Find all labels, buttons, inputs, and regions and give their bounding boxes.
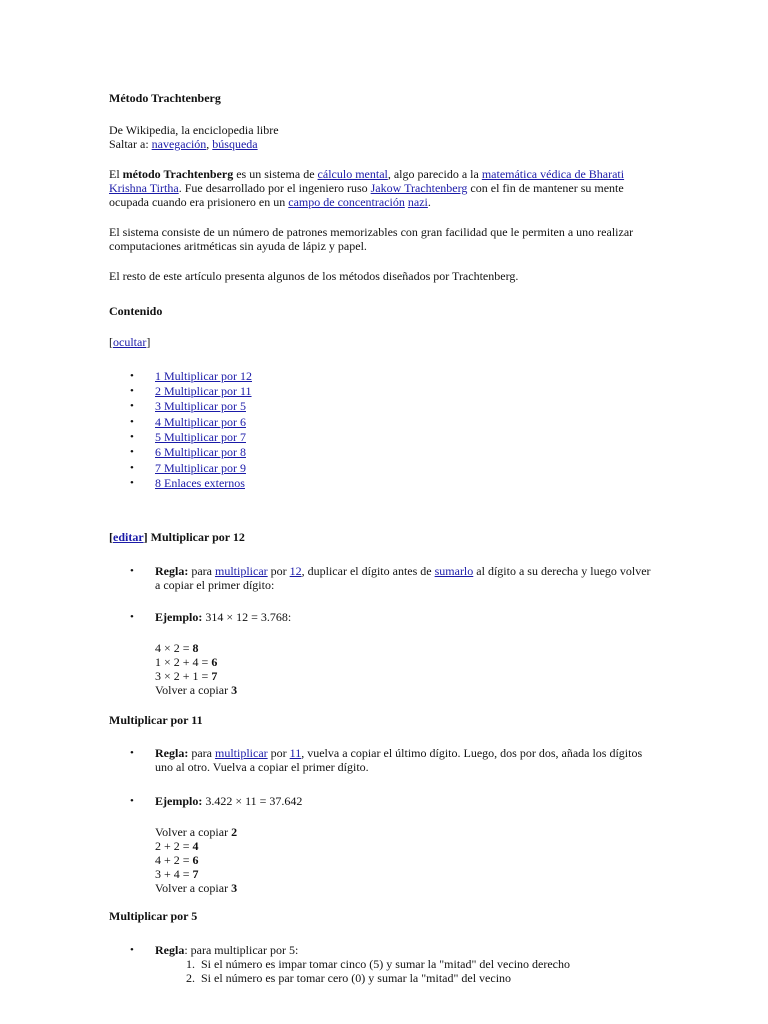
link-multiplicar[interactable]: multiplicar	[214, 746, 268, 760]
link-multiplicar[interactable]: multiplicar	[214, 564, 268, 578]
step-result: 2	[231, 825, 238, 839]
intro-paragraph-1	[109, 167, 654, 209]
rule-text-part: , vuelva a copiar el último dígito. Luego, dos por dos, añada los dígitos uno al otro. Vuelva a copiar el primer dígito.	[155, 746, 643, 774]
step-line	[155, 669, 237, 683]
item-number: 2.	[186, 971, 195, 985]
intro-text: con el fin de mantener su mente ocupada cuando era prisionero en un	[109, 181, 624, 209]
section-heading-11: Multiplicar por 11	[109, 713, 203, 727]
bullet: •	[130, 462, 134, 474]
link-matematica-vedica[interactable]: matemática védica de Bharati Krishna Tirtha	[109, 167, 625, 195]
intro-bold-term: método Trachtenberg	[122, 167, 234, 181]
jump-prefix: Saltar a:	[109, 137, 152, 151]
intro-paragraph-2: El sistema consiste de un número de patrones memorizables con gran facilidad que le permiten a uno realizar computaciones aritméticas sin ayuda de lápiz y papel.	[109, 225, 634, 253]
step-line	[155, 683, 237, 697]
step-line	[155, 825, 237, 839]
step-result: 4	[192, 839, 199, 853]
intro-text: .	[427, 195, 431, 209]
steps-12	[155, 641, 237, 697]
step-expression: 1 × 2 + 4 =	[155, 655, 212, 669]
example-label: Ejemplo:	[155, 794, 203, 808]
step-expression: Volver a copiar	[155, 881, 232, 895]
toc-link-4[interactable]: 4 Multiplicar por 6	[155, 415, 246, 429]
toc-heading: Contenido	[109, 304, 163, 318]
rule-text-part: al dígito a su derecha y luego volver a copiar el primer dígito:	[155, 564, 651, 592]
rule-label: Regla:	[155, 746, 189, 760]
bullet: •	[130, 416, 134, 428]
step-result: 6	[211, 655, 218, 669]
bullet: •	[130, 944, 134, 956]
navigation-link[interactable]: navegación	[151, 137, 207, 151]
bullet: •	[130, 431, 134, 443]
toc-bracket: [	[109, 335, 113, 349]
step-result: 8	[192, 641, 199, 655]
step-result: 3	[231, 881, 238, 895]
section-heading-5: Multiplicar por 5	[109, 909, 198, 923]
rule-text-part: : para multiplicar por 5:	[184, 943, 299, 957]
rule-text-part: para	[188, 564, 215, 578]
toc-link-8[interactable]: 8 Enlaces externos	[155, 476, 245, 490]
step-line	[155, 881, 237, 895]
intro-text: . Fue desarrollado por el ingeniero ruso	[178, 181, 371, 195]
jump-separator: ,	[206, 137, 213, 151]
toc-link-5[interactable]: 5 Multiplicar por 7	[155, 430, 246, 444]
search-link[interactable]: búsqueda	[212, 137, 258, 151]
link-12[interactable]: 12	[289, 564, 302, 578]
steps-11	[155, 825, 237, 895]
bullet: •	[130, 795, 134, 807]
bullet: •	[130, 477, 134, 489]
intro-text: es un sistema de	[233, 167, 318, 181]
bullet: •	[130, 385, 134, 397]
toc-link-1[interactable]: 1 Multiplicar por 12	[155, 369, 252, 383]
step-line	[155, 853, 237, 867]
rule-text-part: por	[267, 564, 290, 578]
step-expression: 4 × 2 =	[155, 641, 193, 655]
article-subtitle: De Wikipedia, la enciclopedia libre	[109, 123, 279, 137]
page-title: Método Trachtenberg	[109, 91, 221, 105]
rule-text	[155, 746, 655, 774]
toc-link-3[interactable]: 3 Multiplicar por 5	[155, 399, 246, 413]
toc-bracket: ]	[146, 335, 151, 349]
link-jakow-trachtenberg[interactable]: Jakow Trachtenberg	[370, 181, 468, 195]
step-expression: 2 + 2 =	[155, 839, 193, 853]
rule-text-part: , duplicar el dígito antes de	[301, 564, 435, 578]
step-expression: 4 + 2 =	[155, 853, 193, 867]
rule-text	[155, 943, 655, 957]
bullet: •	[130, 565, 134, 577]
link-campo-concentracion[interactable]: campo de concentración	[288, 195, 405, 209]
bullet: •	[130, 400, 134, 412]
item-number: 1.	[186, 957, 195, 971]
example-text	[155, 610, 655, 624]
link-sumarlo[interactable]: sumarlo	[434, 564, 474, 578]
intro-text: El	[109, 167, 123, 181]
item-text: Si el número es impar tomar cinco (5) y sumar la "mitad" del vecino derecho	[201, 957, 571, 971]
toc-hide-link[interactable]: ocultar	[113, 335, 147, 349]
section-title: Multiplicar por 12	[150, 530, 245, 544]
rule-label: Regla:	[155, 564, 189, 578]
step-line	[155, 655, 237, 669]
edit-bracket: [	[109, 530, 113, 544]
toc-toggle	[109, 335, 654, 349]
toc-link-7[interactable]: 7 Multiplicar por 9	[155, 461, 246, 475]
example-expression: 3.422 × 11 = 37.642	[202, 794, 303, 808]
toc-link-6[interactable]: 6 Multiplicar por 8	[155, 445, 246, 459]
intro-text: , algo parecido a la	[387, 167, 482, 181]
step-line	[155, 641, 237, 655]
bullet: •	[130, 611, 134, 623]
edit-bracket: ]	[143, 530, 151, 544]
step-result: 7	[211, 669, 218, 683]
link-11[interactable]: 11	[289, 746, 302, 760]
link-nazi[interactable]: nazi	[407, 195, 428, 209]
intro-paragraph-3: El resto de este artículo presenta algunos de los métodos diseñados por Trachtenberg.	[109, 269, 519, 283]
section-heading-12	[109, 530, 654, 544]
jump-links	[109, 137, 654, 151]
link-calculo-mental[interactable]: cálculo mental	[317, 167, 388, 181]
step-result: 6	[192, 853, 199, 867]
bullet: •	[130, 446, 134, 458]
step-expression: 3 × 2 + 1 =	[155, 669, 212, 683]
step-expression: Volver a copiar	[155, 683, 232, 697]
step-result: 3	[231, 683, 238, 697]
example-expression: 314 × 12 = 3.768:	[202, 610, 292, 624]
rule-text	[155, 564, 655, 592]
example-label: Ejemplo:	[155, 610, 203, 624]
example-text	[155, 794, 655, 808]
rule-text-part: para	[188, 746, 215, 760]
edit-link[interactable]: editar	[113, 530, 144, 544]
step-line	[155, 867, 237, 881]
bullet: •	[130, 747, 134, 759]
item-text: Si el número es par tomar cero (0) y sumar la "mitad" del vecino	[201, 971, 512, 985]
bullet: •	[130, 370, 134, 382]
step-line	[155, 839, 237, 853]
step-result: 7	[192, 867, 199, 881]
step-expression: 3 + 4 =	[155, 867, 193, 881]
rule-text-part: por	[267, 746, 290, 760]
toc-link-2[interactable]: 2 Multiplicar por 11	[155, 384, 252, 398]
step-expression: Volver a copiar	[155, 825, 232, 839]
rule-label: Regla	[155, 943, 185, 957]
